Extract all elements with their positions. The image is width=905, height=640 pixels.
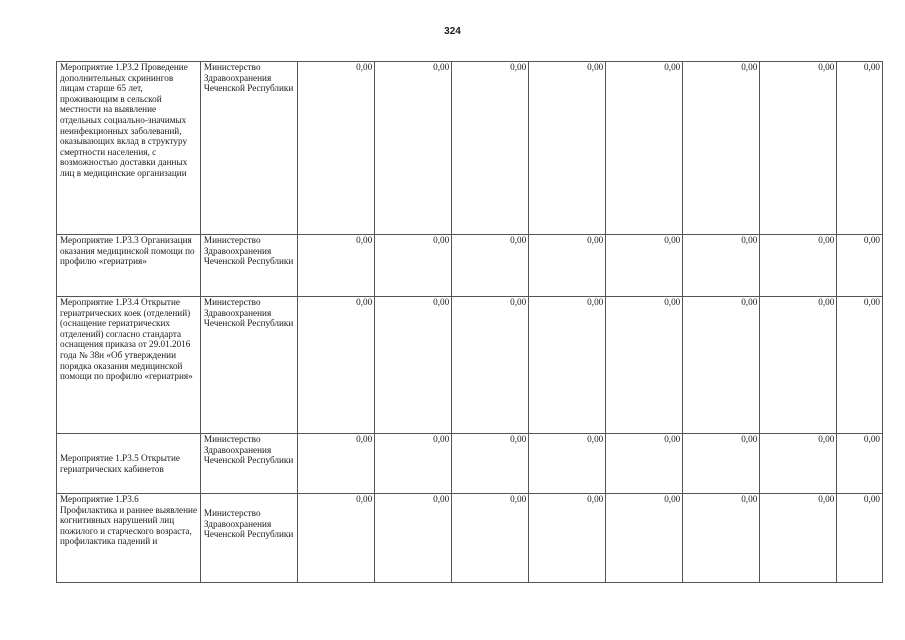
value-cell: 0,00 [375,235,452,297]
table-row [57,235,883,297]
value-cell: 0,00 [375,494,452,583]
value-cell: 0,00 [606,494,683,583]
responsible-org: Министерство Здравоохранения Чеченской Республики [200,297,297,434]
value-cell: 0,00 [837,235,883,297]
value-cell: 0,00 [529,297,606,434]
value-cell: 0,00 [683,434,760,494]
value-cell: 0,00 [452,297,529,434]
value-cell: 0,00 [760,62,837,235]
value-cell: 0,00 [760,235,837,297]
value-cell: 0,00 [529,235,606,297]
value-cell: 0,00 [683,62,760,235]
responsible-org: Министерство Здравоохранения Чеченской Республики [200,62,297,235]
value-cell: 0,00 [298,235,375,297]
value-cell: 0,00 [375,297,452,434]
value-cell: 0,00 [606,62,683,235]
measure-name: Мероприятие 1.Р3.5 Открытие гериатрических кабинетов [57,434,201,494]
value-cell: 0,00 [452,62,529,235]
value-cell: 0,00 [837,434,883,494]
value-cell: 0,00 [606,434,683,494]
value-cell: 0,00 [760,434,837,494]
table-row [57,494,883,583]
table-row [57,434,883,494]
value-cell: 0,00 [375,62,452,235]
value-cell: 0,00 [606,297,683,434]
value-cell: 0,00 [298,434,375,494]
value-cell: 0,00 [298,297,375,434]
value-cell: 0,00 [298,494,375,583]
value-cell: 0,00 [452,434,529,494]
value-cell: 0,00 [683,235,760,297]
value-cell: 0,00 [837,494,883,583]
measure-name: Мероприятие 1.Р3.6 Профилактика и раннее выявление когнитивных нарушений лиц пожилого и старческого возраста, профилактика падений и [57,494,201,583]
value-cell: 0,00 [529,434,606,494]
value-cell: 0,00 [452,235,529,297]
value-cell: 0,00 [452,494,529,583]
page-number: 324 [444,26,461,37]
responsible-org: Министерство Здравоохранения Чеченской Республики [200,235,297,297]
value-cell: 0,00 [837,297,883,434]
value-cell: 0,00 [683,297,760,434]
value-cell: 0,00 [683,494,760,583]
value-cell: 0,00 [529,62,606,235]
measure-name: Мероприятие 1.Р3.4 Открытие гериатрических коек (отделений) (оснащение гериатрических отделений) согласно стандарта оснащения приказа от 29.01.2016 года № 38н «Об утверждении порядка оказания медицинской помощи по профилю «гериатрия» [57,297,201,434]
measure-name: Мероприятие 1.Р3.2 Проведение дополнительных скринингов лицам старше 65 лет, проживающим в сельской местности на выявление отдельных социально-значимых неинфекционных заболеваний, оказывающих вклад в структуру смертности населения, с возможностью доставки данных лиц в медицинские организации [57,62,201,235]
value-cell: 0,00 [760,297,837,434]
value-cell: 0,00 [529,494,606,583]
responsible-org: Министерство Здравоохранения Чеченской Республики [200,434,297,494]
value-cell: 0,00 [837,62,883,235]
table-row [57,62,883,235]
value-cell: 0,00 [298,62,375,235]
value-cell: 0,00 [375,434,452,494]
responsible-org: Министерство Здравоохранения Чеченской Республики [200,494,297,583]
measure-name: Мероприятие 1.Р3.3 Организация оказания медицинской помощи по профилю «гериатрия» [57,235,201,297]
value-cell: 0,00 [760,494,837,583]
value-cell: 0,00 [606,235,683,297]
program-table [56,61,883,583]
table-row [57,297,883,434]
